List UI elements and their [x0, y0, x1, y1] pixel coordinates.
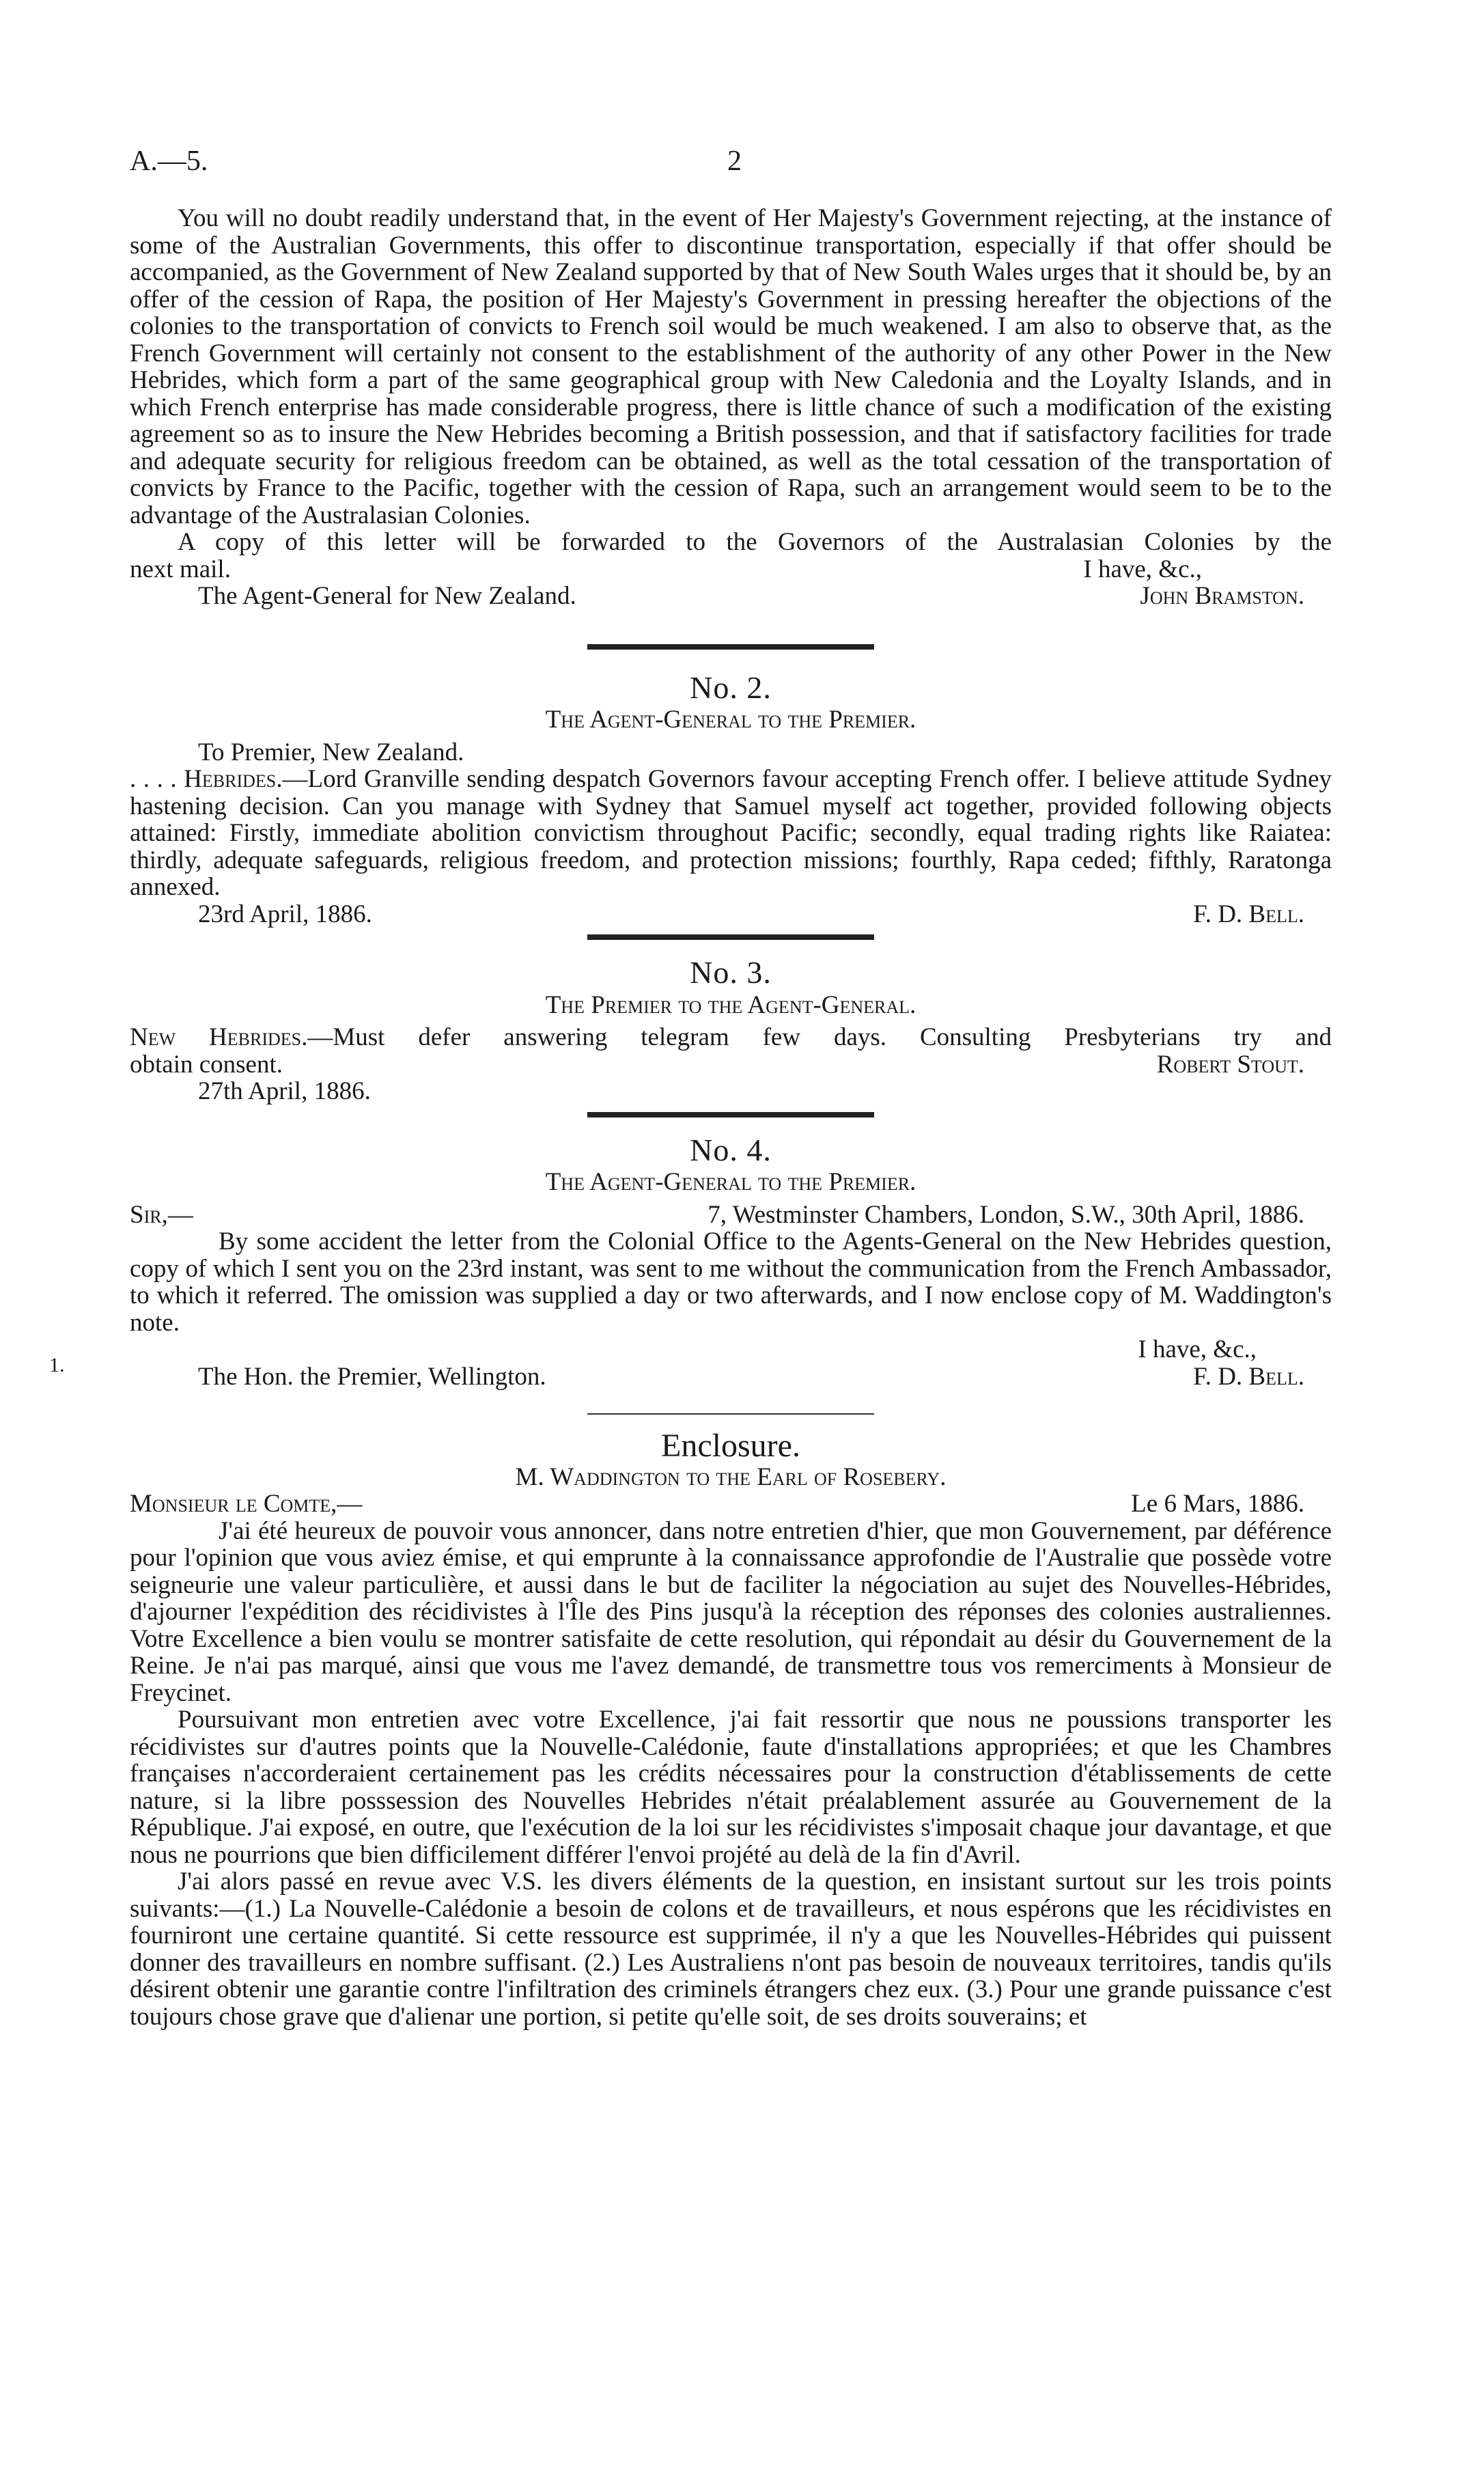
intro-paragraph: You will no doubt readily understand that, in the event of Her Majesty's Government rejecting, at the instance of some of the Australian Governments, this offer to discontinue transportation, especially if that offer should be accompanied, as the Government of New Zealand supported by that of New South Wales urges that it should be, by an offer of the cession of Rapa, the position of Her Majesty's Government in pressing hereafter the objections of the colonies to the transportation of convicts to French soil would be much weakened. I am also to observe that, as the French Government will certainly not consent to the establishment of the authority of any other Power in the New Hebrides, which form a part of the same geographical group with New Caledonia and the Loyalty Islands, and in which French enterprise has made considerable progress, there is little chance of such a modification of the existing agreement so as to insure the New Hebrides becoming a British possession, and that if satisfactory facilities for trade and adequate security for religious freedom can be obtained, as well as the total cessation of the transportation of convicts by France to the Pacific, together with the cession of Rapa, such an arrangement would seem to be to the advantage of the Australasian Colonies. — [130, 204, 1332, 529]
intro-next-mail: next mail. — [130, 555, 231, 583]
no2-to: To Premier, New Zealand. — [198, 738, 464, 766]
page-number: 2 — [727, 145, 742, 177]
no4-subtitle: The Agent-General to the Premier. — [545, 1168, 916, 1196]
intro-addressee: The Agent-General for New Zealand. — [198, 582, 576, 610]
no4-address: 7, Westminster Chambers, London, S.W., 30th April, 1886. — [708, 1200, 1304, 1229]
no3-body-text: —Must defer answering telegram few days. Consulting Presbyterians try and — [307, 1023, 1332, 1051]
no2-heading: No. 2. — [690, 669, 772, 705]
no4-salutation: Sir,— — [130, 1200, 193, 1229]
intro-closing-row — [130, 556, 1332, 583]
margin-note: 1. — [49, 1354, 65, 1376]
section-divider — [587, 644, 874, 650]
no3-lead-caps: New Hebrides. — [130, 1023, 308, 1051]
document-reference: A.—5. — [130, 145, 208, 177]
no3-heading: No. 3. — [690, 955, 772, 990]
no2-signature-row — [130, 901, 1332, 928]
enclosure-subtitle: M. Waddington to the Earl of Rosebery. — [515, 1462, 947, 1491]
intro-signature: John Bramston. — [1140, 582, 1304, 610]
intro-paragraph-2: A copy of this letter will be forwarded to the Governors of the Australasian Colonies by the — [178, 528, 1332, 556]
no4-signature-row — [130, 1363, 1332, 1391]
enclosure-paragraph-3: J'ai alors passé en revue avec V.S. les divers éléments de la question, en insistant surtout sur les trois points suivants:—(1.) La Nouvelle-Calédonie a besoin de colons et de travailleurs, et nous espérons que les récidivistes en fourniront une certaine quantité. Si cette ressource est supprimée, il n'y a que les Nouvelles-Hébrides qui puissent donner des travailleurs en nombre suffisant. (2.) Les Australiens n'ont pas besoin de nouveaux territoires, tandis qu'ils désirent obtenir une garantie contre l'infiltration des criminels étrangers chez eux. (3.) Pour une grande puissance c'est toujours chose grave que d'alienar une portion, si petite qu'elle soit, de ses droits souverains; et — [130, 1868, 1332, 2031]
no4-body: By some accident the letter from the Colonial Office to the Agents-General on the New Hebrides question, copy of which I sent you on the 23rd instant, was sent to me without the communication from the French Ambassador, to which it referred. The omission was supplied a day or two afterwards, and I now enclose copy of M. Waddington's note. — [130, 1227, 1332, 1337]
no2-body-text: —Lord Granville sending despatch Governors favour accepting French offer. I believe attitude Sydney hastening decision. Can you manage with Sydney that Samuel myself act together, provided following objects attained: Firstly, immediate abolition convictism throughout Pacific; secondly, equal trading rights like Raiatea: thirdly, adequate safeguards, religious freedom, and protection missions; fourthly, Rapa ceded; fifthly, Raratonga annexed. — [130, 765, 1332, 901]
enclosure-paragraph-2: Poursuivant mon entretien avec votre Excellence, j'ai fait ressortir que nous ne poussions transporter les récidivistes sur d'autres points que la Nouvelle-Calédonie, faute d'installations appropriées; et que les Chambres françaises n'accorderaient certainement pas les crédits nécessaires pour la construction d'établissements de cette nature, si la libre posssession des Nouvelles Hebrides n'était préalablement assurée au Gouvernement de la République. J'ai exposé, en outre, que l'exécution de la loi sur les récidivistes s'imposait chaque jour davantage, et que nous ne pourrions que bien difficilement différer l'envoi projété au delà de la fin d'Avril. — [130, 1706, 1332, 1869]
no3-signature: Robert Stout. — [1156, 1050, 1304, 1079]
no2-subtitle: The Agent-General to the Premier. — [545, 706, 916, 734]
enclosure-heading: Enclosure. — [661, 1428, 800, 1464]
page-body — [130, 205, 1332, 2030]
no3-subtitle: The Premier to the Agent-General. — [545, 990, 916, 1019]
enclosure-date: Le 6 Mars, 1886. — [1131, 1490, 1304, 1518]
no4-addressee: The Hon. the Premier, Wellington. — [198, 1362, 546, 1391]
no4-closing: I have, &c., — [1138, 1335, 1257, 1363]
no2-signature: F. D. Bell. — [1193, 900, 1304, 928]
no2-lead-caps: Hebrides. — [184, 765, 283, 793]
no3-body-end: obtain consent. — [130, 1050, 283, 1079]
no4-signature: F. D. Bell. — [1193, 1362, 1304, 1391]
no3-date: 27th April, 1886. — [198, 1077, 371, 1105]
intro-closing: I have, &c., — [1083, 555, 1202, 583]
no3-body — [130, 1024, 1332, 1051]
no2-date: 23rd April, 1886. — [198, 900, 372, 928]
no2-body — [130, 766, 1332, 901]
section-divider — [587, 934, 874, 940]
no2-lead-dots: . . . . — [130, 765, 177, 793]
intro-signature-row — [130, 583, 1332, 610]
no3-signature-row — [130, 1051, 1332, 1079]
section-divider — [587, 1112, 874, 1117]
enclosure-paragraph-1: J'ai été heureux de pouvoir vous annoncer, dans notre entretien d'hier, que mon Gouvernement, par déférence pour l'opinion que vous aviez émise, et qui emprunte à la connaissance approfondie de l'Australie que possède votre seigneurie une valeur particulière, et aussi dans le but de faciliter la négociation au sujet des Nouvelles-Hébrides, d'ajourner l'expédition des récidivistes à l'Île des Pins jusqu'à la réception des réponses des colonies australiennes. Votre Excellence a bien voulu se montrer satisfaite de cette resolution, qui répondait au désir du Gouvernement de la Reine. Je n'ai pas marqué, ainsi que vous me l'avez demandé, de transmettre tous vos remerciments à Monsieur de Freycinet. — [130, 1516, 1332, 1707]
enclosure-salutation-row — [130, 1490, 1332, 1518]
no4-address-row — [130, 1202, 1332, 1229]
enclosure-salutation: Monsieur le Comte,— — [130, 1490, 363, 1518]
no4-heading: No. 4. — [690, 1132, 772, 1167]
